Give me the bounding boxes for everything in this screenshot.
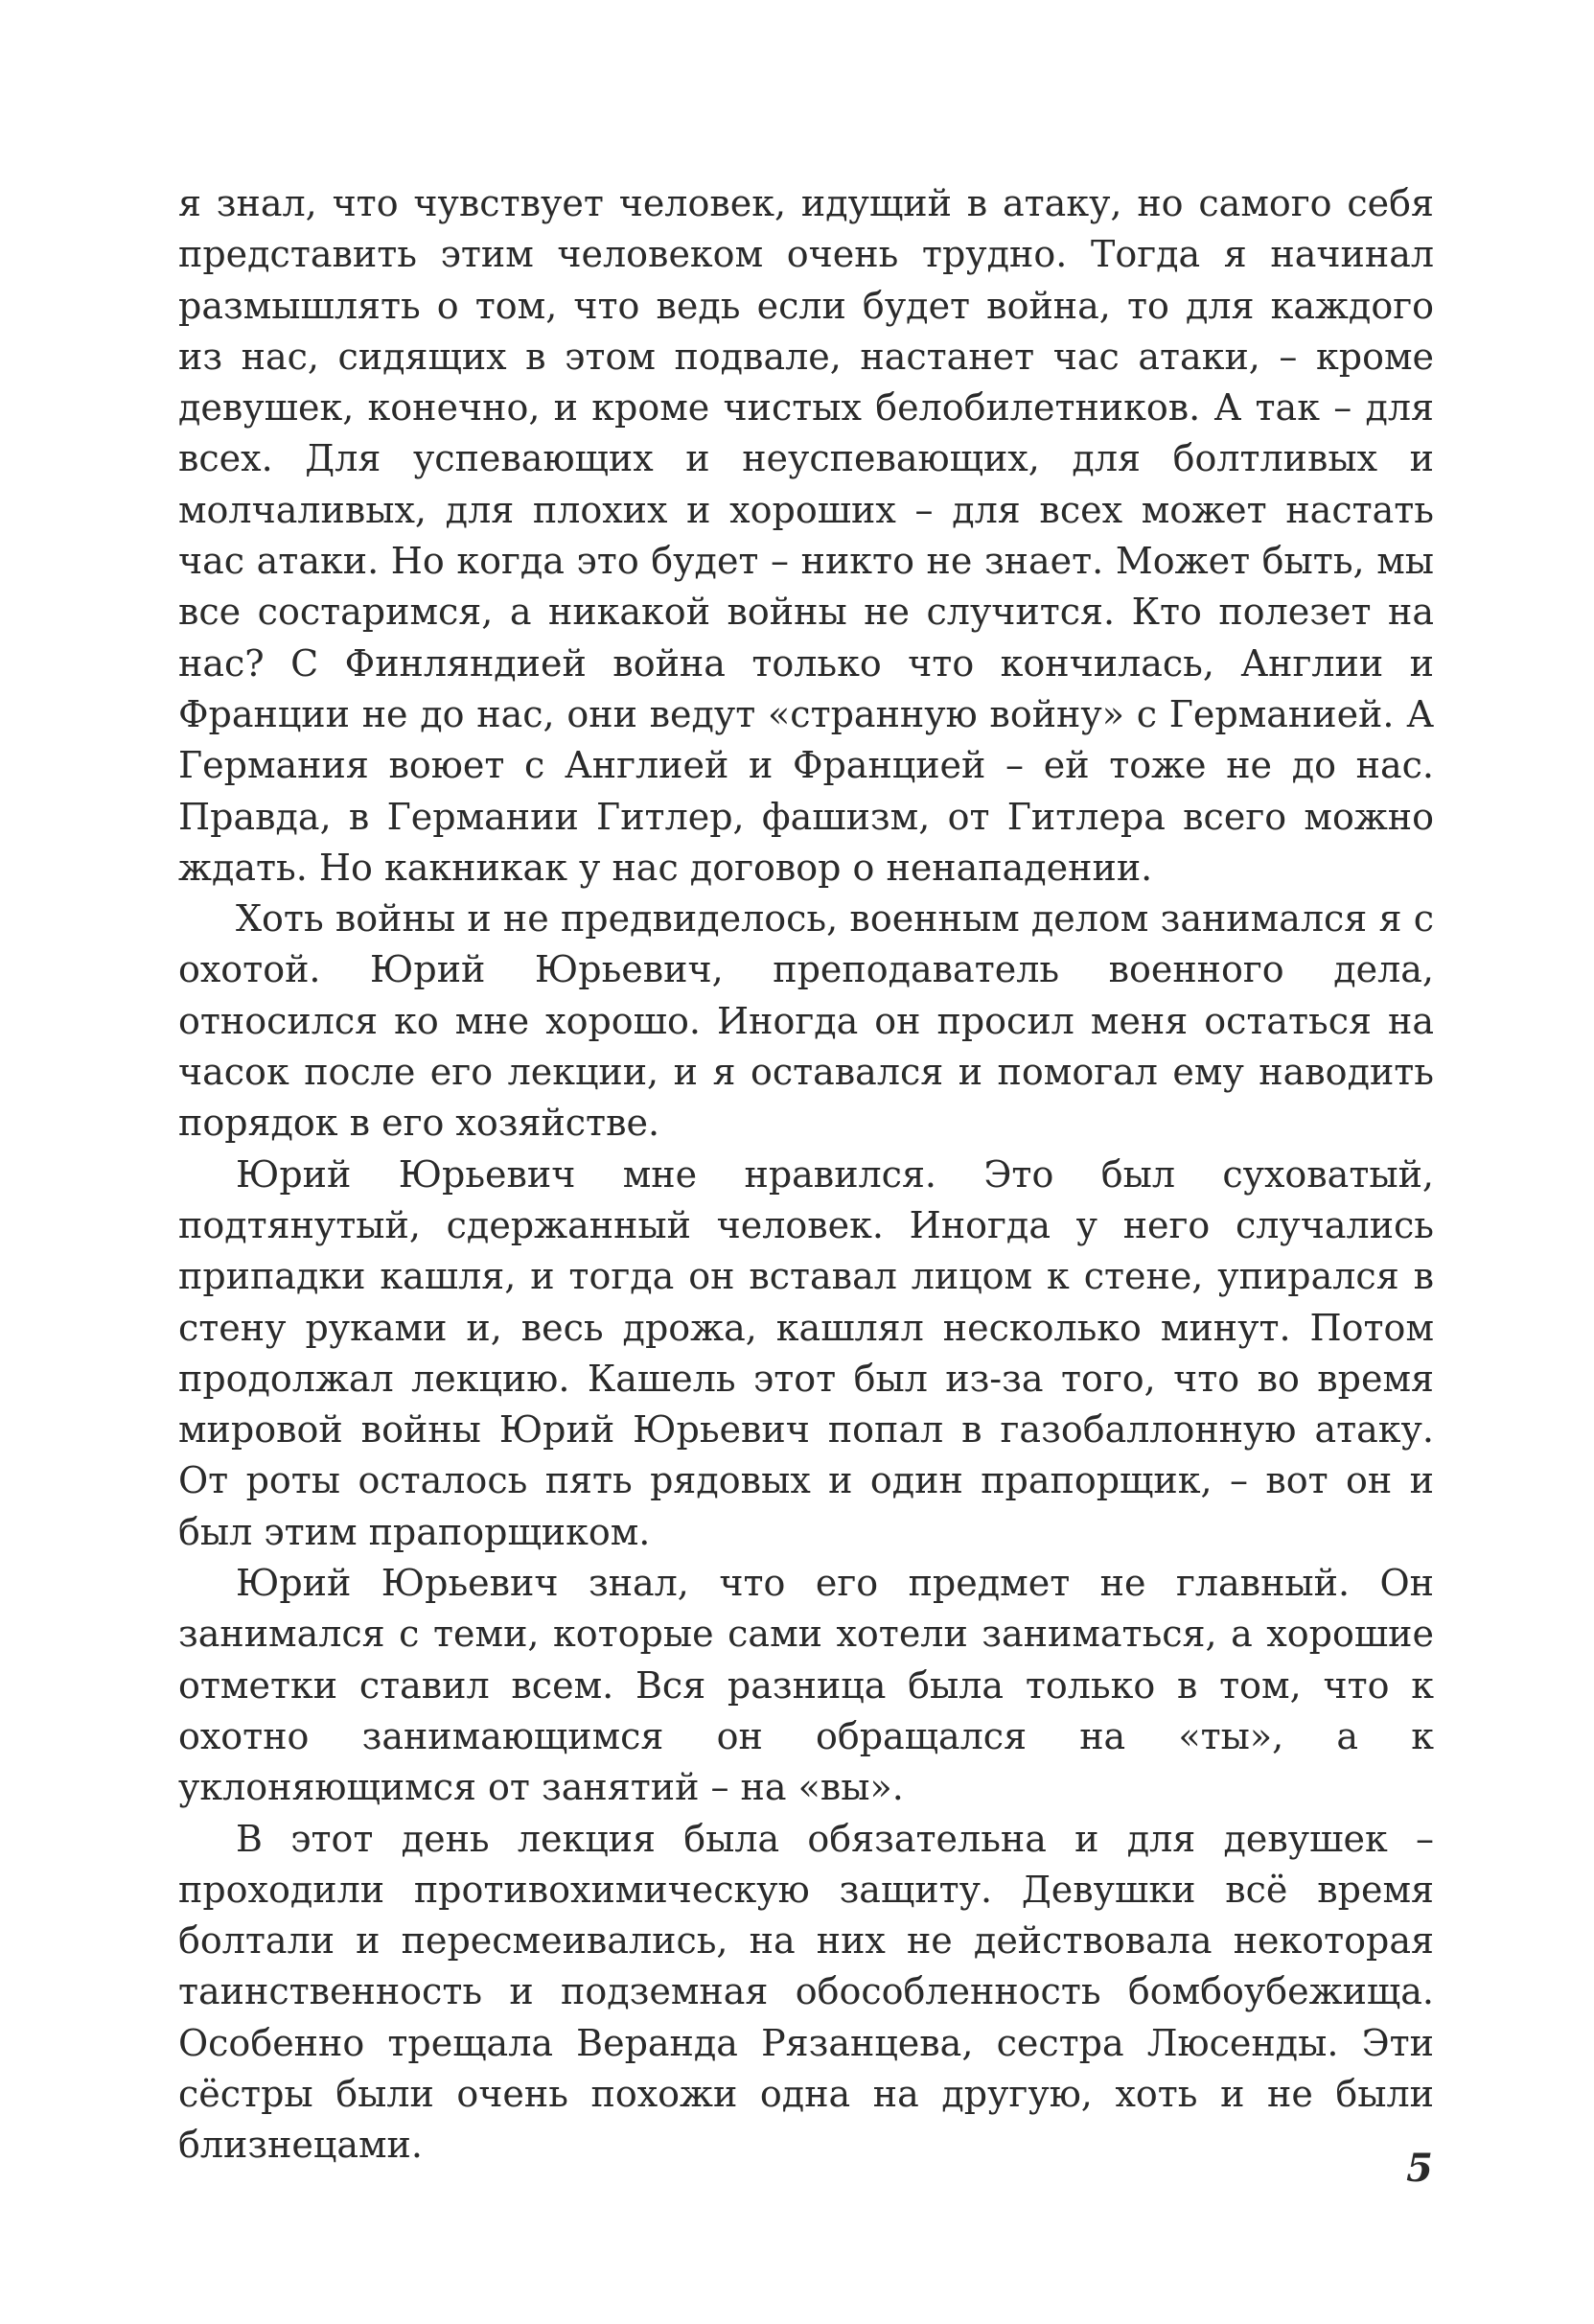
paragraph-1: я знал, что чувствует человек, идущий в атаку, но самого себя представить этим человеком очень трудно. Тогда я начинал размышлять о том, что ведь если будет война, то для каждого из нас, сидящих в этом подвале, настанет час атаки, – кроме девушек, конечно, и кроме чистых белобилетников. А так – для всех. Для успевающих и неуспевающих, для болтливых и молчаливых, для плохих и хороших – для всех может настать час атаки. Но когда это будет – никто не знает. Может быть, мы все состаримся, а никакой войны не случится. Кто полезет на нас? С Финляндией война только что кончилась, Англии и Франции не до нас, они ведут «странную войну» с Германией. А Германия воюет с Англией и Францией – ей тоже не до нас. Правда, в Германии Гитлер, фашизм, от Гитлера всего можно ждать. Но какникак у нас договор о ненападении. (178, 182, 1434, 889)
page-number: 5 (1406, 2146, 1433, 2191)
paragraph-2: Хоть войны и не предвиделось, военным делом занимался я с охотой. Юрий Юрьевич, преподаватель военного дела, относился ко мне хорошо. Иногда он просил меня остаться на часок после его лекции, и я оставался и помогал ему наводить порядок в его хозяйстве. (178, 897, 1434, 1145)
body-text (178, 178, 1434, 2172)
paragraph-4: Юрий Юрьевич знал, что его предмет не главный. Он занимался с теми, которые сами хотели заниматься, а хорошие отметки ставил всем. Вся разница была только в том, что к охотно занимающимся он обращался на «ты», а к уклоняющимся от занятий – на «вы». (178, 1562, 1434, 1809)
paragraph-5: В этот день лекция была обязательна и для девушек – проходили противохимическую защиту. Девушки всё время болтали и пересмеивались, на них не действовала некоторая таинственность и подземная обособленность бомбоубежища. Особенно трещала Веранда Рязанцева, сестра Люсенды. Эти сёстры были очень похожи одна на другую, хоть и не были близнецами. (178, 1817, 1434, 2167)
paragraph-3: Юрий Юрьевич мне нравился. Это был суховатый, подтянутый, сдержанный человек. Иногда у него случались припадки кашля, и тогда он вставал лицом к стене, упирался в стену руками и, весь дрожа, кашлял несколько минут. Потом продолжал лекцию. Кашель этот был из-за того, что во время мировой войны Юрий Юрьевич попал в газобаллонную атаку. От роты осталось пять рядовых и один прапорщик, – вот он и был этим прапорщиком. (178, 1152, 1434, 1553)
